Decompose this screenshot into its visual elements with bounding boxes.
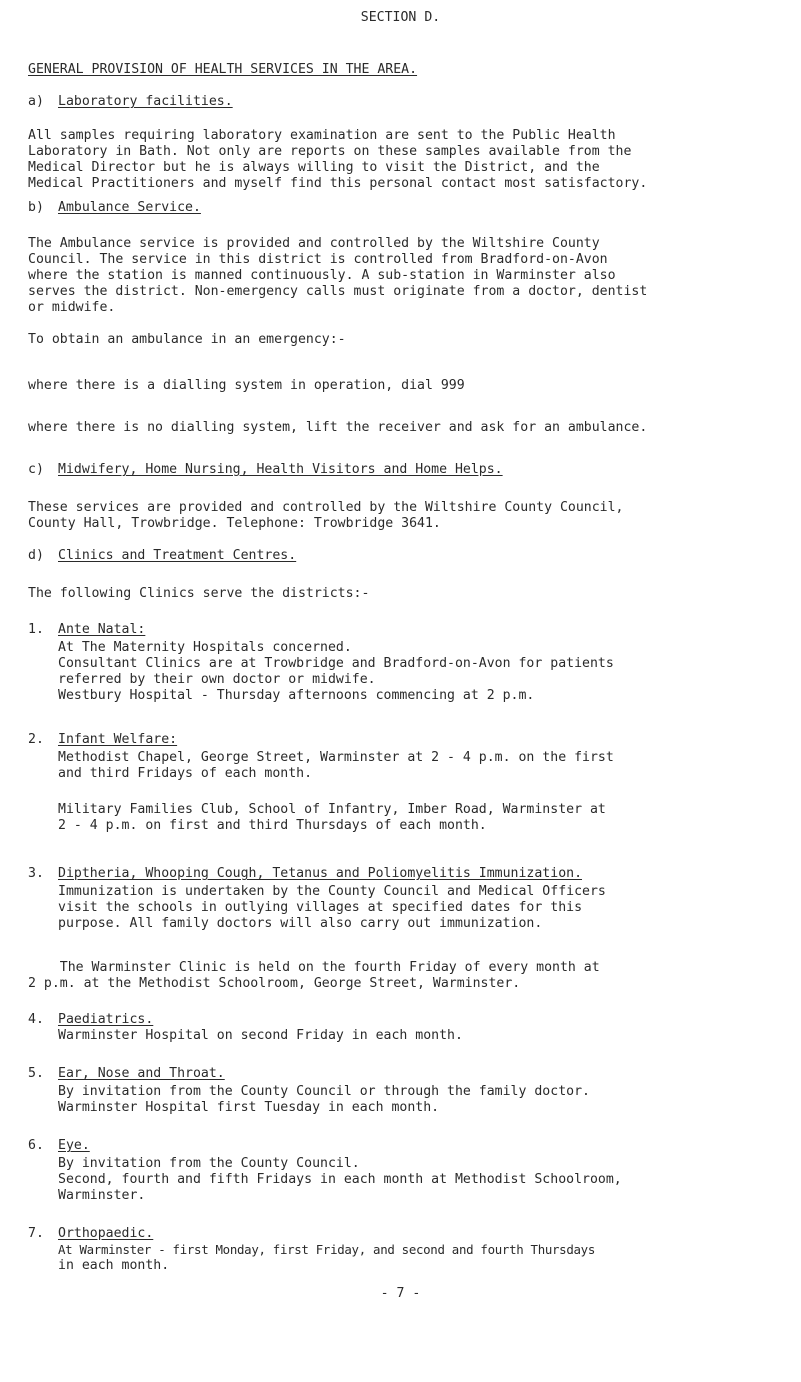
text-line: At The Maternity Hospitals concerned.	[58, 640, 352, 655]
item-c-body	[28, 500, 623, 532]
clinic-body	[58, 1242, 595, 1274]
text-line: Consultant Clinics are at Trowbridge and Bradford-on-Avon for patients	[58, 656, 614, 671]
clinics-intro: The following Clinics serve the districts:-	[28, 586, 370, 601]
clinic-heading: Infant Welfare:	[58, 732, 178, 747]
text-line: Immunization is undertaken by the County Council and Medical Officers	[58, 884, 606, 899]
clinic-heading: Paediatrics.	[58, 1012, 154, 1027]
item-b-marker: b)	[28, 200, 44, 215]
item-c-heading: Midwifery, Home Nursing, Health Visitors and Home Helps.	[58, 462, 503, 477]
item-c-marker: c)	[28, 462, 44, 477]
text-line: visit the schools in outlying villages at specified dates for this	[58, 900, 583, 915]
text-line: Westbury Hospital - Thursday afternoons commencing at 2 p.m.	[58, 688, 535, 703]
text-line: Warminster Hospital on second Friday in each month.	[58, 1028, 463, 1043]
text-line: By invitation from the County Council.	[58, 1156, 360, 1171]
clinic-number: 2.	[28, 732, 44, 747]
text-line: These services are provided and controlled by the Wiltshire County Council,	[28, 500, 624, 515]
text-line: By invitation from the County Council or through the family doctor.	[58, 1084, 590, 1099]
emergency-no-dialling: where there is no dialling system, lift the receiver and ask for an ambulance.	[28, 420, 648, 435]
text-line: The Ambulance service is provided and controlled by the Wiltshire County	[28, 236, 600, 251]
item-a-marker: a)	[28, 94, 44, 109]
emergency-dialling: where there is a dialling system in operation, dial 999	[28, 378, 465, 393]
text-line: Methodist Chapel, George Street, Warminster at 2 - 4 p.m. on the first	[58, 750, 614, 765]
clinic-body	[58, 750, 614, 834]
blank-line	[58, 782, 614, 802]
text-line: Laboratory in Bath. Not only are reports on these samples available from the	[28, 144, 632, 159]
clinic-number: 1.	[28, 622, 44, 637]
item-b-heading: Ambulance Service.	[58, 200, 201, 215]
clinic-extra-line: The Warminster Clinic is held on the fourth Friday of every month at	[28, 960, 600, 975]
item-a-heading: Laboratory facilities.	[58, 94, 233, 109]
clinic-number: 7.	[28, 1226, 44, 1241]
document-title: GENERAL PROVISION OF HEALTH SERVICES IN THE AREA.	[28, 62, 418, 77]
text-line: County Hall, Trowbridge. Telephone: Trowbridge 3641.	[28, 516, 441, 531]
text-line: or midwife.	[28, 300, 116, 315]
text-line: All samples requiring laboratory examination are sent to the Public Health	[28, 128, 616, 143]
clinic-body	[58, 1084, 590, 1116]
text-line: Medical Practitioners and myself find this personal contact most satisfactory.	[28, 176, 648, 191]
item-d-marker: d)	[28, 548, 44, 563]
clinic-number: 5.	[28, 1066, 44, 1081]
clinic-number: 6.	[28, 1138, 44, 1153]
clinic-heading: Eye.	[58, 1138, 90, 1153]
clinic-heading: Diptheria, Whooping Cough, Tetanus and Poliomyelitis Immunization.	[58, 866, 583, 881]
clinic-number: 3.	[28, 866, 44, 881]
text-line: Military Families Club, School of Infantry, Imber Road, Warminster at	[58, 802, 606, 817]
clinic-heading: Ear, Nose and Throat.	[58, 1066, 225, 1081]
text-line: referred by their own doctor or midwife.	[58, 672, 376, 687]
text-line: Second, fourth and fifth Fridays in each month at Methodist Schoolroom,	[58, 1172, 622, 1187]
clinic-body	[58, 884, 606, 932]
text-line: where the station is manned continuously. A sub-station in Warminster also	[28, 268, 616, 283]
text-line: purpose. All family doctors will also carry out immunization.	[58, 916, 543, 931]
text-line: Council. The service in this district is controlled from Bradford-on-Avon	[28, 252, 608, 267]
text-line: 2 - 4 p.m. on first and third Thursdays of each month.	[58, 818, 487, 833]
text-line: At Warminster - first Monday, first Friday, and second and fourth Thursdays	[58, 1242, 595, 1257]
clinic-heading: Orthopaedic.	[58, 1226, 154, 1241]
clinic-heading: Ante Natal:	[58, 622, 146, 637]
clinic-body	[58, 1156, 622, 1204]
page-number: - 7 -	[380, 1286, 421, 1301]
emergency-intro: To obtain an ambulance in an emergency:-	[28, 332, 346, 347]
item-b-body	[28, 236, 647, 316]
item-a-body	[28, 128, 647, 192]
clinic-extra-line: 2 p.m. at the Methodist Schoolroom, George Street, Warminster.	[28, 976, 521, 991]
section-label: SECTION D.	[360, 10, 441, 25]
clinic-body	[58, 1028, 463, 1044]
item-d-heading: Clinics and Treatment Centres.	[58, 548, 297, 563]
text-line: and third Fridays of each month.	[58, 766, 313, 781]
clinic-number: 4.	[28, 1012, 44, 1027]
text-line: serves the district. Non-emergency calls must originate from a doctor, dentist	[28, 284, 648, 299]
text-line: Warminster.	[58, 1188, 146, 1203]
text-line: Medical Director but he is always willing to visit the District, and the	[28, 160, 600, 175]
text-line: in each month.	[58, 1258, 170, 1273]
clinic-body	[58, 640, 614, 704]
text-line: Warminster Hospital first Tuesday in each month.	[58, 1100, 440, 1115]
